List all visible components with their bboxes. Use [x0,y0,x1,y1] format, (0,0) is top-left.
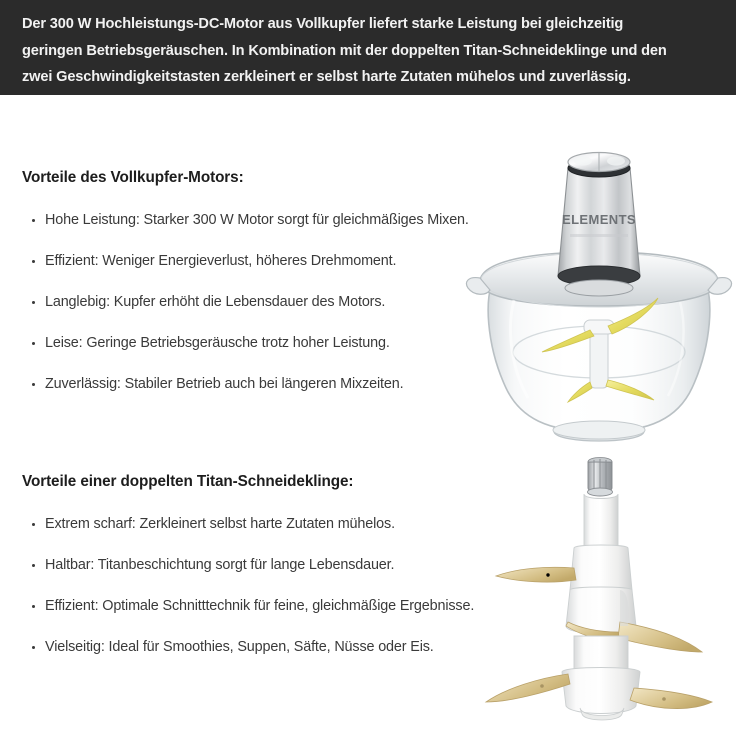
list-item [0,515,500,534]
list-item [0,638,500,657]
tip-collar [588,488,613,496]
list-item-label: Langlebig: Kupfer erhöht die Lebensdauer des Motors. [45,294,386,310]
bullet-dot-icon [32,219,35,222]
product-photo-chopper [462,130,736,450]
list-item-label: Leise: Geringe Betriebsgeräusche trotz hoher Leistung. [45,335,390,351]
section-motor-benefits [0,168,500,394]
motor-coupling [565,280,633,296]
list-item [0,334,500,353]
list-item [0,252,500,271]
titanium-blade-upper-left [496,567,576,582]
list-item-label: Effizient: Optimale Schnitttechnik für feine, gleichmäßige Ergebnisse. [45,598,475,614]
section-motor-bullet-list [0,211,500,394]
bullet-dot-icon [32,646,35,649]
titanium-blade-mid-right [618,622,702,652]
blade-rivet-1 [546,573,549,576]
titanium-blade-lower-left [486,674,570,702]
bowl-base-foot [553,421,645,439]
section-blade-benefits [0,472,500,657]
bullet-dot-icon [32,383,35,386]
list-item-label: Vielseitig: Ideal für Smoothies, Suppen, Säfte, Nüsse oder Eis. [45,639,434,655]
list-item-label: Hohe Leistung: Starker 300 W Motor sorgt für gleichmäßiges Mixen. [45,212,469,228]
blade-upper-shaft [584,494,618,548]
section-blade-bullet-list [0,515,500,657]
header-line-2: geringen Betriebsgeräuschen. In Kombination mit der doppelten Titan-Schneideklinge und den [22,42,667,59]
blade-rivet-2 [540,684,544,688]
list-item [0,375,500,394]
bullet-dot-icon [32,260,35,263]
list-item [0,211,500,230]
header-line-1: Der 300 W Hochleistungs-DC-Motor aus Vollkupfer liefert starke Leistung bei gleichzeitig [22,16,624,32]
list-item-label: Haltbar: Titanbeschichtung sorgt für lange Lebensdauer. [45,557,395,573]
header-banner [0,0,736,95]
brand-sublabel-mark [570,234,628,237]
bullet-dot-icon [32,342,35,345]
titanium-blade-lower-right [630,688,712,709]
speed-button-high[interactable] [607,156,625,165]
bullet-dot-icon [32,564,35,567]
bullet-dot-icon [32,523,35,526]
list-item-label: Effizient: Weniger Energieverlust, höheres Drehmoment. [45,253,397,269]
bullet-dot-icon [32,605,35,608]
list-item [0,293,500,312]
speed-button-low[interactable] [574,156,592,165]
list-item [0,556,500,575]
blade-lower-hub [562,668,640,714]
list-item-label: Extrem scharf: Zerkleinert selbst harte Zutaten mühelos. [45,516,395,532]
header-line-3: zwei Geschwindigkeitstasten zerkleinert er selbst harte Zutaten mühelos und zuverlässig. [22,69,631,85]
list-item [0,597,500,616]
product-photo-blade-assembly [470,440,736,736]
section-motor-heading: Vorteile des Vollkupfer-Motors: [22,169,244,186]
bullet-dot-icon [32,301,35,304]
blade-rivet-3 [662,697,666,701]
list-item-label: Zuverlässig: Stabiler Betrieb auch bei längeren Mixzeiten. [45,376,404,392]
brand-label: ELEMENTS [562,212,636,227]
section-blade-heading: Vorteile einer doppelten Titan-Schneideklinge: [22,473,354,490]
